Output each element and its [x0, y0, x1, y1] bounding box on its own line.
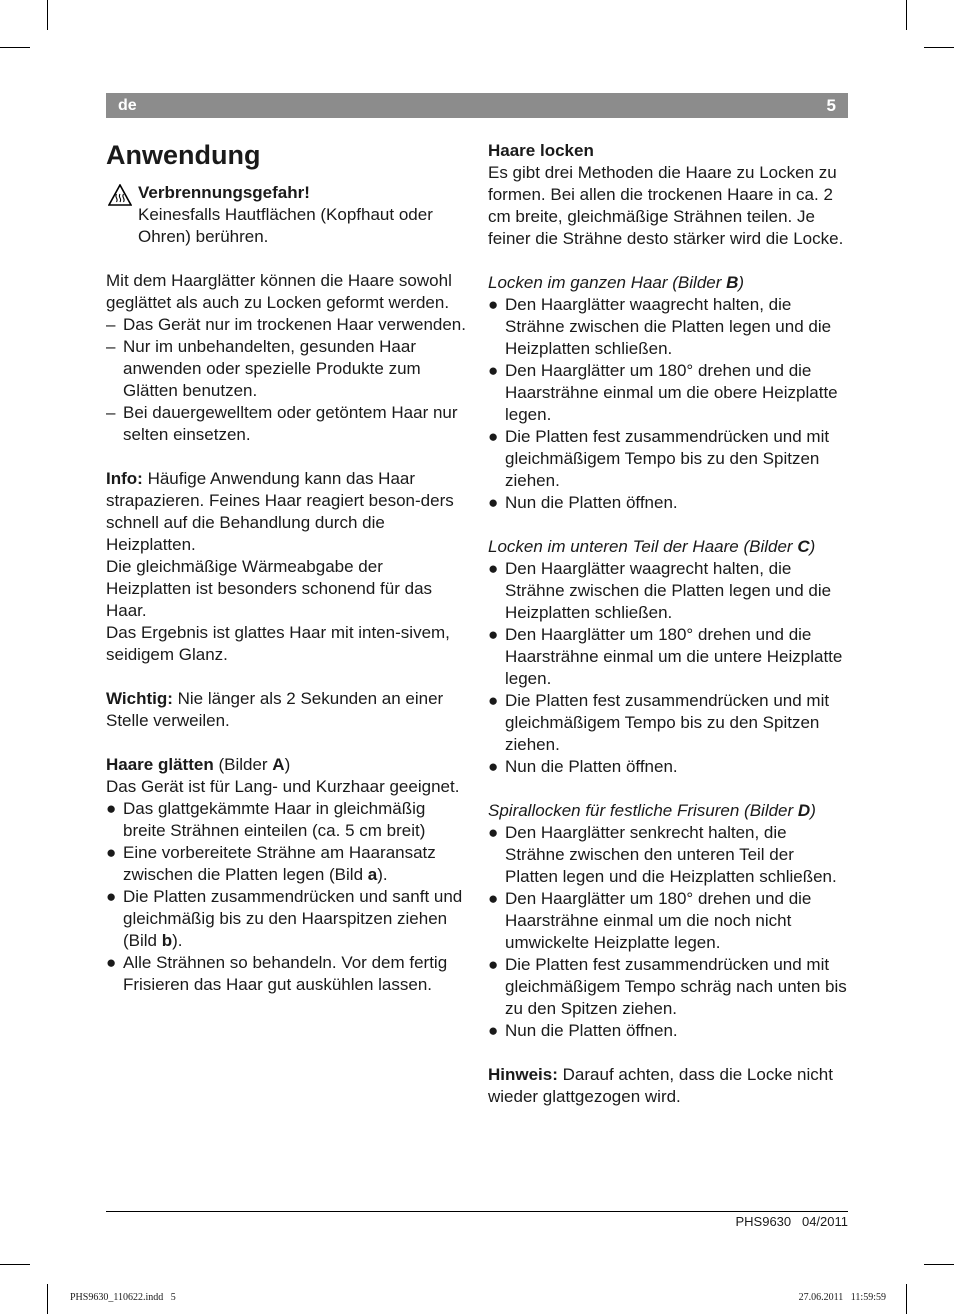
- section-heading-glaetten: Haare glätten (Bilder A): [106, 755, 291, 774]
- subsection-heading-d: Spirallocken für festliche Frisuren (Bilder D): [488, 801, 816, 820]
- bullet-marker: ●: [488, 757, 499, 776]
- section-heading-locken: Haare locken: [488, 141, 594, 160]
- bullet-marker: ●: [488, 493, 499, 512]
- list-item: ● Den Haarglätter um 180° drehen und die Haarsträhne einmal um die untere Heizplatte legen.: [488, 625, 843, 688]
- bullet-marker: ●: [106, 799, 117, 818]
- glaetten-intro: Das Gerät ist für Lang- und Kurzhaar geeignet.: [106, 777, 460, 796]
- subsection-heading-c: Locken im unteren Teil der Haare (Bilder C): [488, 537, 816, 556]
- list-item: ● Nun die Platten öffnen.: [488, 1021, 678, 1040]
- list-item: ● Eine vorbereitete Strähne am Haaransatz zwischen die Platten legen (Bild a).: [106, 843, 436, 884]
- crop-mark: [906, 1284, 907, 1314]
- left-column: [106, 140, 468, 996]
- subsection-heading-b: Locken im ganzen Haar (Bilder B): [488, 273, 745, 292]
- important-label: Wichtig:: [106, 689, 173, 708]
- footer-rule: [106, 1211, 848, 1212]
- crop-mark: [924, 47, 954, 48]
- bullet-marker: ●: [106, 843, 117, 862]
- list-item: ● Nun die Platten öffnen.: [488, 493, 678, 512]
- glaetten-list: [106, 798, 468, 996]
- locken-list-c: [488, 558, 848, 778]
- page-title: Anwendung: [106, 140, 261, 170]
- crop-mark: [924, 1264, 954, 1265]
- list-item: ● Die Platten fest zusammendrücken und mit gleichmäßigem Tempo schräg nach unten bis zu den Spitzen ziehen.: [488, 955, 847, 1018]
- list-item: ● Den Haarglätter um 180° drehen und die Haarsträhne einmal um die noch nicht umwickelte Heizplatte legen.: [488, 889, 812, 952]
- list-item: ● Die Platten fest zusammendrücken und mit gleichmäßigem Tempo bis zu den Spitzen ziehen.: [488, 427, 830, 490]
- bullet-marker: ●: [488, 427, 499, 446]
- list-item: – Das Gerät nur im trockenen Haar verwenden.: [106, 315, 466, 334]
- bullet-marker: ●: [488, 955, 499, 974]
- footer-model-date: PHS9630 04/2011: [735, 1214, 848, 1229]
- list-item: ● Nun die Platten öffnen.: [488, 757, 678, 776]
- slug-timestamp: 27.06.2011 11:59:59: [798, 1292, 886, 1303]
- info-paragraph-2: Die gleichmäßige Wärmeabgabe der Heizplatten ist besonders schonend für das Haar.: [106, 557, 433, 620]
- bullet-marker: ●: [488, 823, 499, 842]
- crop-mark: [47, 0, 48, 30]
- dash-list: [106, 314, 468, 446]
- list-item: ● Die Platten fest zusammendrücken und mit gleichmäßigem Tempo bis zu den Spitzen ziehen.: [488, 691, 830, 754]
- locken-intro: Es gibt drei Methoden die Haare zu Locken zu formen. Bei allen die trockenen Haare in ca. 2 cm breite, gleichmäßige Strähnen teilen. Je feiner die Strähne desto stärker wird die Locke.: [488, 163, 844, 248]
- locken-list-b: [488, 294, 848, 514]
- bullet-marker: ●: [488, 1021, 499, 1040]
- info-paragraph: Info: Häufige Anwendung kann das Haar strapazieren. Feines Haar reagiert beson-ders schnell auf die Behandlung durch die Heizplatten.: [106, 469, 454, 554]
- bullet-marker: ●: [488, 691, 499, 710]
- hint-note: Hinweis: Darauf achten, dass die Locke nicht wieder glattgezogen wird.: [488, 1065, 833, 1106]
- page-number: 5: [826, 96, 836, 115]
- bullet-marker: ●: [106, 953, 117, 972]
- list-item: ● Die Platten zusammendrücken und sanft und gleichmäßig bis zu den Haarspitzen ziehen (Bild b).: [106, 887, 463, 950]
- language-code: de: [118, 97, 137, 114]
- crop-mark: [0, 1264, 30, 1265]
- list-item: – Bei dauergewelltem oder getöntem Haar nur selten einsetzen.: [106, 403, 458, 444]
- crop-mark: [906, 0, 907, 30]
- burn-warning: [106, 182, 468, 248]
- hint-label: Hinweis:: [488, 1065, 558, 1084]
- dash-marker: –: [106, 337, 116, 356]
- crop-mark: [47, 1284, 48, 1314]
- slug-filename: PHS9630_110622.indd 5: [70, 1292, 176, 1303]
- list-item: ● Den Haarglätter waagrecht halten, die Strähne zwischen die Platten legen und die Heizplatten schließen.: [488, 295, 832, 358]
- list-item: ● Alle Strähnen so behandeln. Vor dem fertig Frisieren das Haar gut auskühlen lassen.: [106, 953, 448, 994]
- bullet-marker: ●: [488, 559, 499, 578]
- list-item: – Nur im unbehandelten, gesunden Haar anwenden oder spezielle Produkte zum Glätten benutzen.: [106, 337, 421, 400]
- dash-marker: –: [106, 315, 116, 334]
- list-item: ● Den Haarglätter senkrecht halten, die Strähne zwischen den unteren Teil der Platten legen und die Heizplatten schließen.: [488, 823, 837, 886]
- list-item: ● Das glattgekämmte Haar in gleichmäßig breite Strähnen einteilen (ca. 5 cm breit): [106, 799, 426, 840]
- bullet-marker: ●: [488, 361, 499, 380]
- list-item: ● Den Haarglätter waagrecht halten, die Strähne zwischen die Platten legen und die Heizplatten schließen.: [488, 559, 832, 622]
- list-item: ● Den Haarglätter um 180° drehen und die Haarsträhne einmal um die obere Heizplatte legen.: [488, 361, 838, 424]
- dash-marker: –: [106, 403, 116, 422]
- important-note: Wichtig: Nie länger als 2 Sekunden an einer Stelle verweilen.: [106, 689, 444, 730]
- warning-title: Verbrennungsgefahr!: [138, 183, 310, 202]
- crop-mark: [0, 47, 30, 48]
- info-paragraph-3: Das Ergebnis ist glattes Haar mit inten-sivem, seidigem Glanz.: [106, 623, 450, 664]
- bullet-marker: ●: [488, 889, 499, 908]
- locken-list-d: [488, 822, 848, 1042]
- bullet-marker: ●: [488, 625, 499, 644]
- warning-text: Keinesfalls Hautflächen (Kopfhaut oder Ohren) berühren.: [138, 205, 433, 246]
- warning-hot-surface-icon: [108, 184, 132, 206]
- bullet-marker: ●: [106, 887, 117, 906]
- bullet-marker: ●: [488, 295, 499, 314]
- intro-paragraph: Mit dem Haarglätter können die Haare sowohl geglättet als auch zu Locken geformt werden.: [106, 271, 452, 312]
- info-label: Info:: [106, 469, 143, 488]
- page-header-bar: [106, 93, 848, 118]
- right-column: [488, 140, 848, 1108]
